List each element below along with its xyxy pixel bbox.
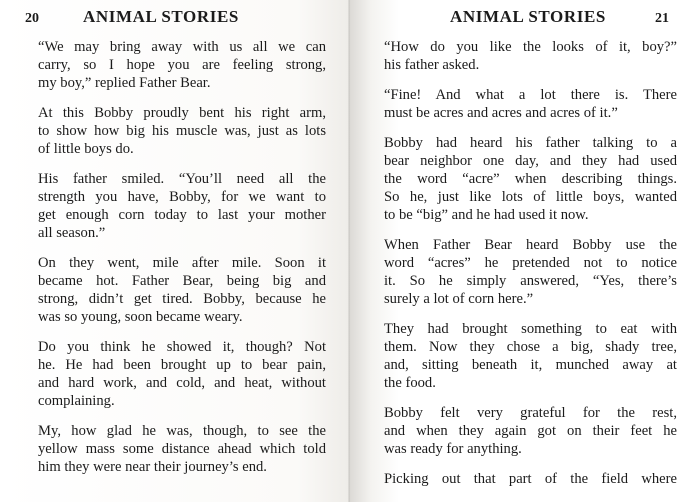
text-line: strong, didn’t get tired. Bobby, because he [38,291,326,307]
text-line: His father smiled. “You’ll need all the [38,171,326,187]
text-line: They had brought something to eat with [384,321,677,337]
left-paragraph-6 [26,422,326,476]
left-paragraph-3 [26,170,326,242]
text-line: it. So he simply answered, “Yes, there’s [384,273,677,289]
text-line: word “acres” he pretended not to notice [384,255,677,271]
text-line: Bobby felt very grateful for the rest, [384,405,677,421]
left-page-body [26,38,326,488]
left-paragraph-2 [26,104,326,158]
right-paragraph-6 [372,404,677,458]
text-line: My, how glad he was, though, to see the [38,423,326,439]
text-line: was ready for anything. [384,441,522,457]
text-line: Do you think he showed it, though? Not [38,339,326,355]
text-line: must be acres and acres and acres of it.” [384,105,618,121]
text-line: my boy,” replied Father Bear. [38,75,211,91]
left-paragraph-4 [26,254,326,326]
left-paragraph-1 [26,38,326,92]
text-line: complaining. [38,393,115,409]
text-line: and hard work, and cold, and heat, without [38,375,326,391]
right-page-number: 21 [655,11,669,26]
text-line: the word “acre” when describing things. [384,171,677,187]
text-line: “We may bring away with us all we can [38,39,326,55]
right-paragraph-5 [372,320,677,392]
text-line: On they went, mile after mile. Soon it [38,255,326,271]
right-paragraph-2 [372,86,677,122]
text-line: of little boys do. [38,141,134,157]
text-line: bear neighbor one day, and they had used [384,153,677,169]
text-line: his father asked. [384,57,480,73]
text-line: him they were near their journey’s end. [38,459,267,475]
right-page-body [372,38,677,500]
text-line: and when they again got on their feet he [384,423,677,439]
text-line: Picking out that part of the field where [384,471,677,487]
text-line: yellow mass some distance ahead which told [38,441,326,457]
text-line: all season.” [38,225,106,241]
right-paragraph-1 [372,38,677,74]
right-paragraph-7 [372,470,677,488]
right-page [350,0,700,502]
text-line: get enough corn today to last your mother [38,207,326,223]
right-paragraph-3 [372,134,677,224]
text-line: the food. [384,375,436,391]
text-line: to show how big his muscle was, just as lots [38,123,326,139]
left-running-header: ANIMAL STORIES [83,7,239,26]
text-line: became hot. Father Bear, being big and [38,273,326,289]
text-line: Bobby had heard his father talking to a [384,135,677,151]
text-line: them. Now they chose a big, shady tree, [384,339,677,355]
right-running-header: ANIMAL STORIES [450,7,606,26]
text-line: At this Bobby proudly bent his right arm, [38,105,326,121]
text-line: So he, just like lots of little boys, wanted [384,189,677,205]
text-line: to be “big” and he had used it now. [384,207,589,223]
text-line: “How do you like the looks of it, boy?” [384,39,677,55]
text-line: strength you have, Bobby, for we want to [38,189,326,205]
text-line: When Father Bear heard Bobby use the [384,237,677,253]
left-page-number: 20 [25,11,39,26]
right-paragraph-4 [372,236,677,308]
text-line: and, sitting beneath it, munched away at [384,357,677,373]
text-line: he. He had been brought up to bear pain, [38,357,326,373]
text-line: surely a lot of corn here.” [384,291,534,307]
left-paragraph-5 [26,338,326,410]
text-line: “Fine! And what a lot there is. There [384,87,677,103]
text-line: carry, so I hope you are feeling strong, [38,57,326,73]
text-line: was so young, soon became weary. [38,309,243,325]
